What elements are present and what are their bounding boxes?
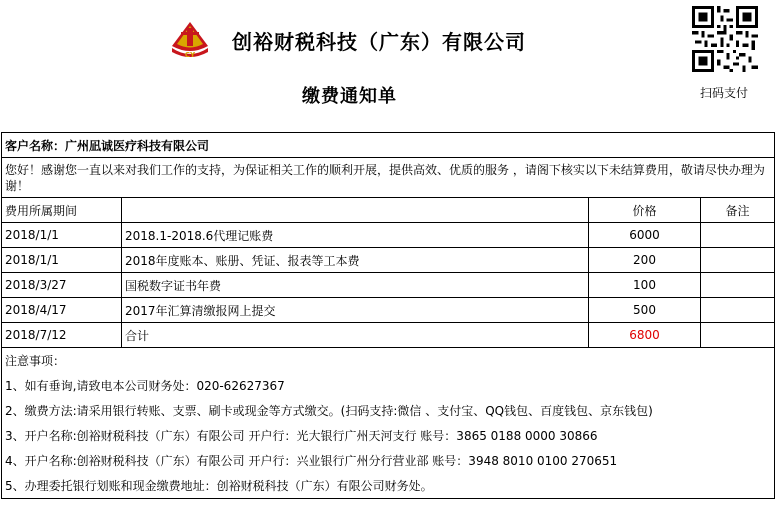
row-remark bbox=[701, 223, 775, 248]
row-item: 2017年汇算清缴报网上提交 bbox=[122, 298, 589, 323]
column-header-item bbox=[122, 198, 589, 223]
customer-label: 客户名称： bbox=[5, 138, 66, 153]
table-row bbox=[2, 273, 775, 298]
total-remark bbox=[701, 323, 775, 348]
note-item: 4、开户名称:创裕财税科技（广东）有限公司 开户行：兴业银行广州分行营业部 账号：3948 8010 0100 270651 bbox=[2, 448, 775, 473]
note-item: 2、缴费方法:请采用银行转账、支票、刷卡或现金等方式缴交。(扫码支持:微信 、支付宝、QQ钱包、百度钱包、京东钱包) bbox=[2, 398, 775, 423]
row-price: 6000 bbox=[589, 223, 701, 248]
scan-to-pay-label: 扫码支付 bbox=[700, 86, 749, 100]
row-price: 500 bbox=[589, 298, 701, 323]
row-item: 2018年度账本、账册、凭证、报表等工本费 bbox=[122, 248, 589, 273]
table-row bbox=[2, 248, 775, 273]
qr-code[interactable] bbox=[683, 6, 767, 72]
note-row bbox=[2, 373, 775, 398]
row-item: 2018.1-2018.6代理记账费 bbox=[122, 223, 589, 248]
row-period: 2018/3/27 bbox=[2, 273, 122, 298]
total-label: 合计 bbox=[122, 323, 589, 348]
customer-row bbox=[2, 133, 775, 158]
row-remark bbox=[701, 248, 775, 273]
table-header-row bbox=[2, 198, 775, 223]
note-row bbox=[2, 398, 775, 423]
note-item: 1、如有垂询,请致电本公司财务处：020-62627367 bbox=[2, 373, 775, 398]
table-row bbox=[2, 223, 775, 248]
logo-text: CY bbox=[184, 51, 196, 59]
row-period: 2018/1/1 bbox=[2, 223, 122, 248]
row-item: 国税数字证书年费 bbox=[122, 273, 589, 298]
customer-cell bbox=[2, 133, 775, 158]
total-value: 6800 bbox=[589, 323, 701, 348]
fee-notice-table bbox=[1, 132, 775, 499]
row-price: 100 bbox=[589, 273, 701, 298]
greeting-row bbox=[2, 158, 775, 198]
company-logo bbox=[168, 20, 212, 60]
notes-title-row bbox=[2, 348, 775, 374]
row-period: 2018/4/17 bbox=[2, 298, 122, 323]
column-header-period: 费用所属期间 bbox=[2, 198, 122, 223]
row-price: 200 bbox=[589, 248, 701, 273]
notes-title: 注意事项： bbox=[2, 348, 775, 374]
greeting-text: 您好！感谢您一直以来对我们工作的支持，为保证相关工作的顺利开展，提供高效、优质的服务 ，请阁下核实以下未结算费用，敬请尽快办理为谢！ bbox=[2, 158, 775, 198]
note-item: 5、办理委托银行划账和现金缴费地址：创裕财税科技（广东）有限公司财务处。 bbox=[2, 473, 775, 499]
document-title: 缴费通知单 bbox=[302, 86, 397, 107]
column-header-remark: 备注 bbox=[701, 198, 775, 223]
note-row bbox=[2, 448, 775, 473]
note-row bbox=[2, 473, 775, 499]
company-name: 创裕财税科技（广东）有限公司 bbox=[232, 30, 526, 54]
note-item: 3、开户名称:创裕财税科技（广东）有限公司 开户行：光大银行广州天河支行 账号：3865 0188 0000 30866 bbox=[2, 423, 775, 448]
customer-name: 广州凪诚医疗科技有限公司 bbox=[65, 138, 210, 153]
table-row bbox=[2, 298, 775, 323]
total-period: 2018/7/12 bbox=[2, 323, 122, 348]
row-period: 2018/1/1 bbox=[2, 248, 122, 273]
total-row bbox=[2, 323, 775, 348]
column-header-price: 价格 bbox=[589, 198, 701, 223]
row-remark bbox=[701, 273, 775, 298]
row-remark bbox=[701, 298, 775, 323]
note-row bbox=[2, 423, 775, 448]
